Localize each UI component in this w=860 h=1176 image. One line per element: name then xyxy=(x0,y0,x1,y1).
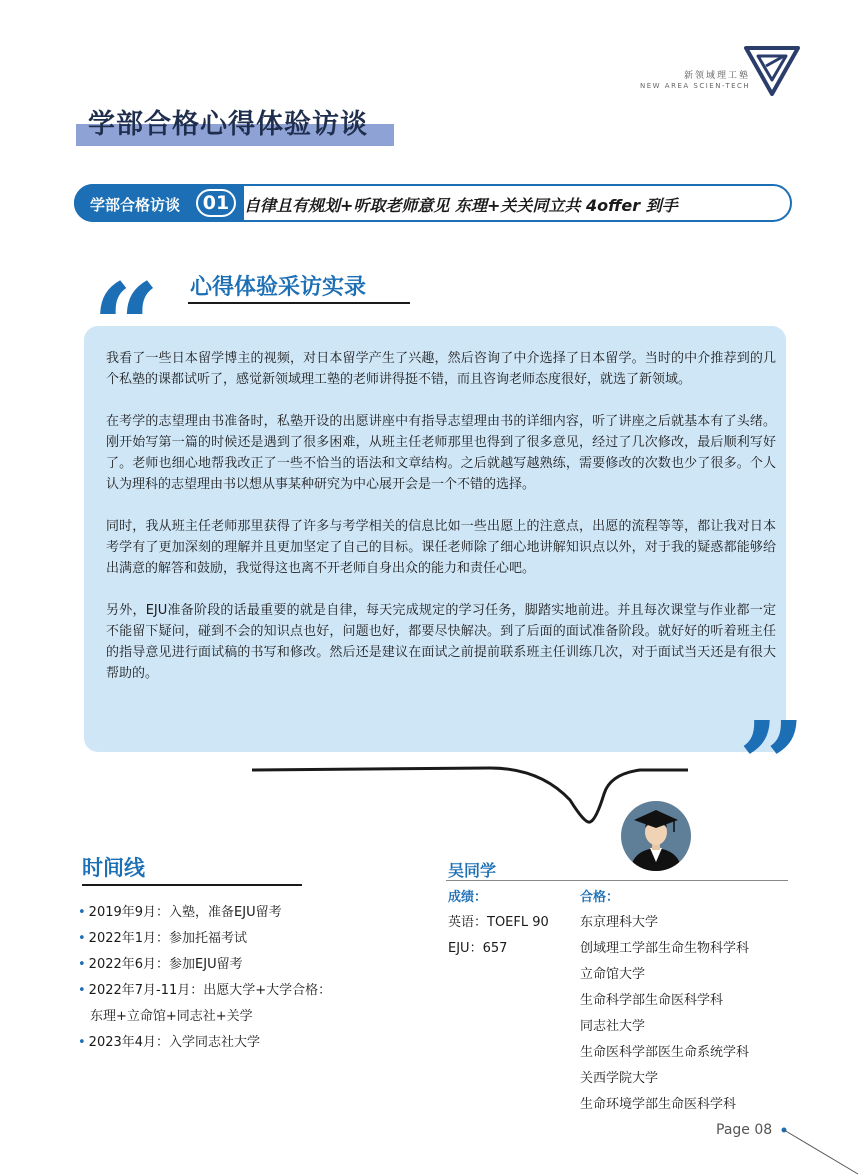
quote-paragraph: 在考学的志望理由书准备时，私塾开设的出愿讲座中有指导志望理由书的详细内容，听了讲座之后就基本有了头绪。刚开始写第一篇的时候还是遇到了很多困难，从班主任老师那里也得到了很多意见，经过了几次修改，最后顺利写好了。老师也细心地帮我改正了一些不恰当的语法和文章结构。之后就越写越熟练，需要修改的次数也少了很多。个人认为理科的志望理由书以想从事某种研究为中心展开会是一个不错的选择。 xyxy=(106,414,776,492)
triangle-logo-icon xyxy=(744,44,800,96)
timeline-item: • 2022年1月：参加托福考试 xyxy=(78,931,248,946)
score-item: EJU：657 xyxy=(448,941,508,956)
bullet-icon: • xyxy=(78,983,86,998)
page-title: 学部合格心得体验访谈 xyxy=(88,109,368,140)
offer-item: 创域理工学部生命生物科学科 xyxy=(580,941,750,956)
brand-name-en: NEW AREA SCIEN-TECH xyxy=(640,82,751,90)
offer-item: 生命环境学部生命医科学科 xyxy=(580,1097,737,1112)
offer-item: 立命馆大学 xyxy=(580,967,646,982)
student-name: 吴同学 xyxy=(448,861,497,880)
offers-list xyxy=(580,910,749,1118)
timeline-item: • 2019年9月：入塾，准备EJU留考 xyxy=(78,905,282,920)
score-item: 英语：TOEFL 90 xyxy=(448,915,549,930)
offer-item: 东京理科大学 xyxy=(580,915,659,930)
banner-tag: 学部合格访谈 xyxy=(90,196,181,214)
bullet-icon: • xyxy=(78,957,86,972)
scores-label: 成绩： xyxy=(448,890,488,905)
banner-headline: 自律且有规划+听取老师意见 东理+关关同立共 4offer 到手 xyxy=(244,196,678,215)
offer-item: 同志社大学 xyxy=(580,1019,646,1034)
page-number: Page 08 xyxy=(716,1122,773,1138)
section-heading-rule xyxy=(188,302,410,304)
brand-name-cn: 新领域理工塾 xyxy=(684,71,751,81)
timeline-item-continued: 东理+立命馆+同志社+关学 xyxy=(90,1009,253,1024)
scores-list xyxy=(448,910,549,962)
offers-label: 合格： xyxy=(580,890,620,905)
offer-item: 生命医科学部医生命系统学科 xyxy=(580,1045,750,1060)
timeline-rule xyxy=(82,884,302,886)
close-quote-icon: ” xyxy=(738,695,806,834)
timeline-item: • 2022年6月：参加EJU留考 xyxy=(78,957,243,972)
page-corner-line xyxy=(770,1120,860,1176)
student-rule xyxy=(446,880,788,881)
timeline-heading: 时间线 xyxy=(82,856,145,880)
timeline-item: • 2022年7月-11月：出愿大学+大学合格： xyxy=(78,983,332,998)
timeline-item: • 2023年4月：入学同志社大学 xyxy=(78,1035,261,1050)
section-heading: 心得体验采访实录 xyxy=(190,275,367,300)
banner-number: 01 xyxy=(196,189,236,217)
offer-item: 关西学院大学 xyxy=(580,1071,659,1086)
bullet-icon: • xyxy=(78,931,86,946)
quote-paragraph: 同时，我从班主任老师那里获得了许多与考学相关的信息比如一些出愿上的注意点，出愿的流程等等，都让我对日本考学有了更加深刻的理解并且更加坚定了自己的目标。课任老师除了细心地讲解知识点以外，对于我的疑惑都能够给出满意的解答和鼓励，我觉得这也离不开老师自身出众的能力和责任心吧。 xyxy=(106,519,776,576)
timeline-list xyxy=(78,900,398,1056)
quote-paragraph: 另外，EJU准备阶段的话最重要的就是自律，每天完成规定的学习任务，脚踏实地前进。并且每次课堂与作业都一定不能留下疑问，碰到不会的知识点也好，问题也好，都要尽快解决。到了后面的面试准备阶段。就好好的听着班主任的指导意见进行面试稿的书写和修改。然后还是建议在面试之前提前联系班主任训练几次，对于面试当天还是有很大帮助的。 xyxy=(106,603,776,681)
quote-body xyxy=(106,348,776,684)
offer-item: 生命科学部生命医科学科 xyxy=(580,993,724,1008)
quote-paragraph: 我看了一些日本留学博主的视频，对日本留学产生了兴趣，然后咨询了中介选择了日本留学。当时的中介推荐到的几个私塾的课都试听了，感觉新领域理工塾的老师讲得挺不错，而且咨询老师态度很好，就选了新领域。 xyxy=(106,351,776,387)
bullet-icon: • xyxy=(78,1035,86,1050)
graduate-avatar-icon xyxy=(620,800,692,872)
bullet-icon: • xyxy=(78,905,86,920)
